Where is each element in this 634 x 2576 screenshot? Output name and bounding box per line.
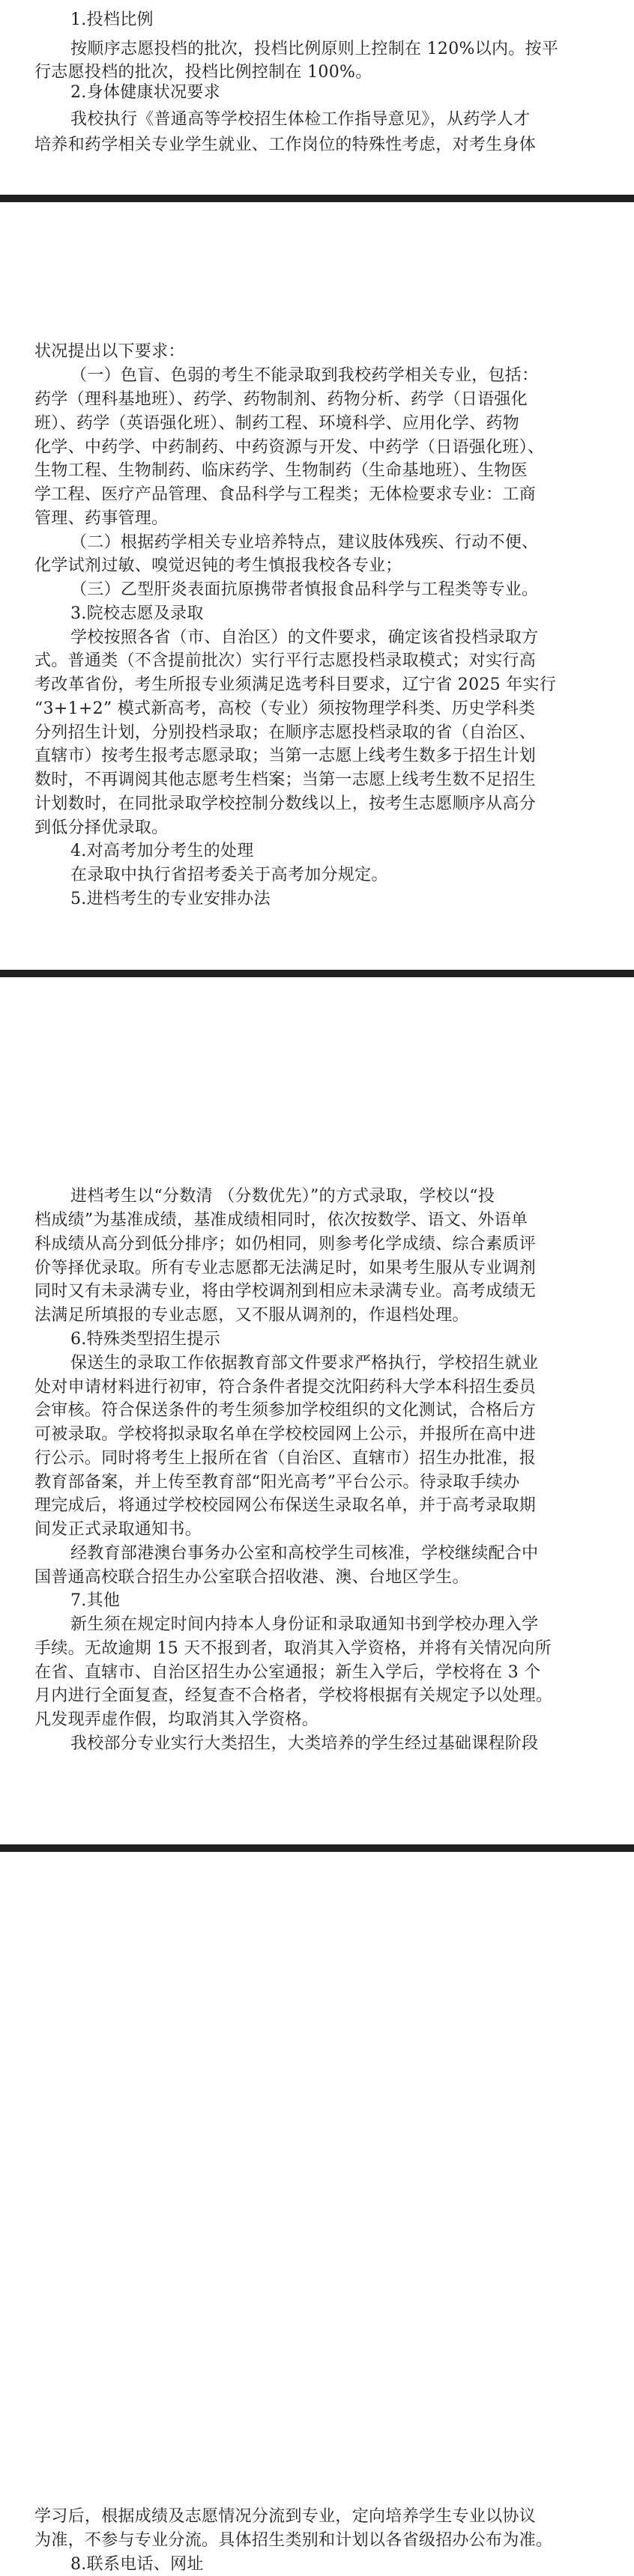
text-line: 行公示。同时将考生上报所在省（自治区、直辖市）招生办批准，报: [34, 1449, 537, 1468]
text-line: 理完成后，将通过学校校园网公布保送生录取名单，并于高考录取期: [34, 1496, 537, 1515]
page-break-divider: [0, 195, 634, 202]
text-line: 考改革省份，考生所报专业须满足选考科目要求，辽宁省 2025 年实行: [34, 675, 557, 694]
section-heading: 8.联系电话、网址: [70, 2555, 204, 2574]
text-line: 可被录取。学校将拟录取名单在学校校园网上公示，并报所在高中进: [34, 1425, 537, 1444]
text-line: 化学、中药学、中药制药、中药资源与开发、中药学（日语强化班）、: [34, 438, 545, 457]
text-line: 状况提出以下要求：: [34, 342, 185, 361]
text-line: 生物工程、生物制药、临床药学、生物制药（生命基地班）、生物医: [34, 461, 528, 480]
text-line: “3+1+2” 模式新高考，高校（专业）须按物理学科类、历史学科类: [34, 699, 536, 718]
text-line: 凡发现弄虚作假，均取消其入学资格。: [34, 1710, 319, 1729]
text-line: 国普通高校联合招生办公室联合招收港、澳、台地区学生。: [34, 1568, 469, 1587]
text-line: 保送生的录取工作依据教育部文件要求严格执行，学校招生就业: [70, 1354, 539, 1373]
text-line: 按顺序志愿投档的批次，投档比例原则上控制在 120%以内。按平: [70, 40, 559, 58]
text-line: 经教育部港澳台事务办公室和高校学生司核准，学校继续配合中: [70, 1544, 539, 1563]
section-heading: 5.进档考生的专业安排办法: [70, 890, 271, 908]
text-line: 分列招生计划，分别投档录取；在顺序志愿投档录取的省（自治区、: [34, 723, 537, 742]
text-line: 科成绩从高分到低分排序；如仍相同，则参考化学成绩、综合素质评: [34, 1235, 537, 1254]
text-line: 化学试剂过敏、嗅觉迟钝的考生慎报我校各专业；: [34, 556, 402, 575]
text-line: 直辖市）按考生报考志愿录取；当第一志愿上线考生数多于招生计划: [34, 747, 537, 765]
text-line: （三）乙型肝炎表面抗原携带者慎报食品科学与工程类等专业。: [70, 580, 539, 599]
text-line: （一）色盲、色弱的考生不能录取到我校药学相关专业，包括：: [70, 366, 539, 385]
text-line: 式。普通类（不含提前批次）实行平行志愿投档录取模式；对实行高: [34, 651, 537, 670]
text-line: 价等择优录取。所有专业志愿都无法满足时，如果考生服从专业调剂: [34, 1259, 537, 1278]
text-line: 月内进行全面复查，经复查不合格者，学校将根据有关规定予以处理。: [34, 1686, 553, 1705]
text-line: 学校按照各省（市、自治区）的文件要求，确定该省投档录取方: [70, 628, 539, 647]
section-heading: 3.院校志愿及录取: [70, 604, 204, 623]
section-heading: 6.特殊类型招生提示: [70, 1330, 220, 1349]
section-heading: 4.对高考加分考生的处理: [70, 842, 254, 860]
text-line: 手续。无故逾期 15 天不报到者，取消其入学资格，并将有关情况向所: [34, 1639, 552, 1658]
text-line: 学习后，根据成绩及志愿情况分流到专业，定向培养学生专业以协议: [34, 2507, 537, 2526]
text-line: （二）根据药学相关专业培养特点，建议肢体残疾、行动不便、: [70, 533, 539, 552]
text-line: 档成绩”为基准成绩，基准成绩相同时，依次按数学、语文、外语单: [34, 1211, 528, 1230]
section-heading: 1.投档比例: [70, 10, 154, 29]
text-line: 药学（理科基地班）、药学、药物制剂、药物分析、药学（日语强化: [34, 390, 528, 409]
section-heading: 7.其他: [70, 1591, 121, 1610]
text-line: 管理、药事管理。: [34, 509, 169, 528]
text-line: 在省、直辖市、自治区招生办公室通报；新生入学后，学校将在 3 个: [34, 1663, 541, 1682]
text-line: 教育部备案，并上传至教育部“阳光高考”平台公示。待录取手续办: [34, 1473, 520, 1492]
text-line: 法满足所填报的专业志愿，又不服从调剂的，作退档处理。: [34, 1306, 469, 1325]
text-line: 我校部分专业实行大类招生，大类培养的学生经过基础课程阶段: [70, 1734, 539, 1753]
text-line: 间发正式录取通知书。: [34, 1520, 202, 1539]
text-line: 新生须在规定时间内持本人身份证和录取通知书到学校办理入学: [70, 1615, 539, 1634]
text-line: 进档考生以“分数清 （分数优先）”的方式录取，学校以“投: [70, 1187, 495, 1206]
text-line: 处对申请材料进行初审，符合条件者提交沈阳药科大学本科招生委员: [34, 1378, 537, 1397]
page-break-divider: [0, 970, 634, 977]
text-line: 同时又有未录满专业，将由学校调剂到相应未录满专业。高考成绩无: [34, 1282, 537, 1301]
text-line: 会审核。符合保送条件的考生须参加学校组织的文化测试，合格后方: [34, 1401, 537, 1420]
text-line: 行志愿投档的批次，投档比例控制在 100%。: [34, 63, 372, 82]
text-line: 数时，不再调阅其他志愿考生档案；当第一志愿上线考生数不足招生: [34, 771, 537, 789]
section-heading: 2.身体健康状况要求: [70, 83, 220, 102]
text-line: 到低分择优录取。: [34, 818, 169, 837]
text-line: 班）、药学（英语强化班）、制药工程、环境科学、应用化学、药物: [34, 414, 520, 433]
page-break-divider: [0, 1844, 634, 1852]
text-line: 培养和药学相关专业学生就业、工作岗位的特殊性考虑，对考生身体: [34, 136, 537, 154]
text-line: 学工程、医疗产品管理、食品科学与工程类；无体检要求专业：工商: [34, 485, 537, 504]
text-line: 我校执行《普通高等学校招生体检工作指导意见》，从药学人才: [70, 110, 531, 129]
text-line: 为准，不参与专业分流。具体招生类别和计划以各省级招办公布为准。: [34, 2531, 553, 2550]
text-line: 在录取中执行省招考委关于高考加分规定。: [70, 866, 388, 884]
text-line: 计划数时，在同批录取学校控制分数线以上，按考生志愿顺序从高分: [34, 795, 537, 813]
